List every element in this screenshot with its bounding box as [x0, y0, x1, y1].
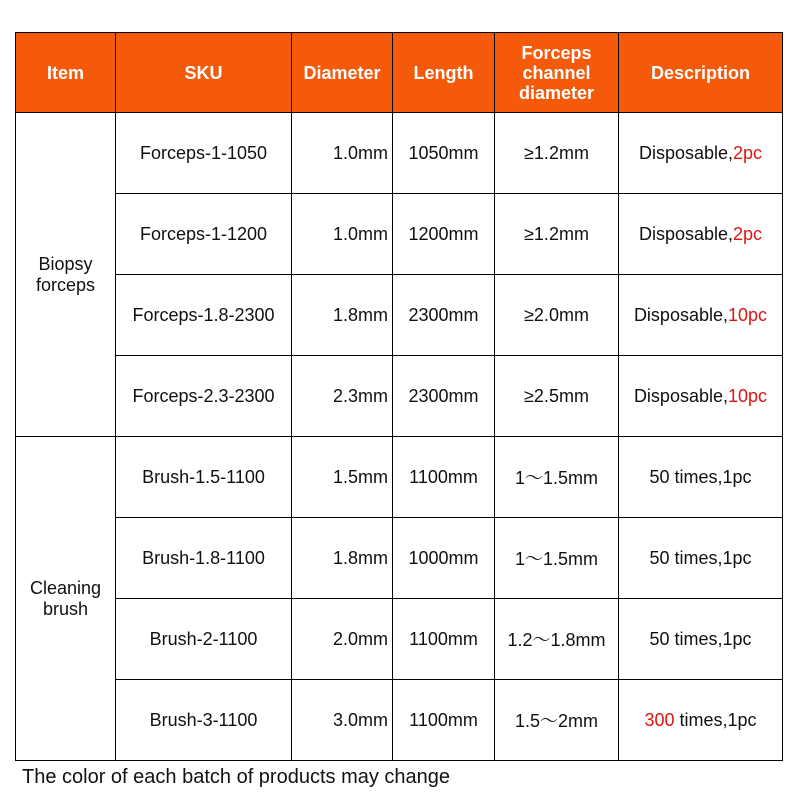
cell-length: 1100mm: [393, 437, 495, 518]
table-row: [16, 437, 783, 518]
table-row: [16, 194, 783, 275]
cell-channel: ≥2.0mm: [495, 275, 619, 356]
cell-sku: Brush-1.8-1100: [116, 518, 292, 599]
cell-sku: Forceps-1-1200: [116, 194, 292, 275]
cell-description: 50 times,1pc: [619, 599, 783, 680]
desc-quantity-highlight: 10pc: [728, 385, 768, 406]
footnote: The color of each batch of products may change: [22, 766, 451, 788]
cell-length: 1000mm: [393, 518, 495, 599]
desc-text: times,1pc: [674, 709, 757, 730]
cell-diameter: 2.3mm: [292, 356, 393, 437]
cell-sku: Forceps-2.3-2300: [116, 356, 292, 437]
cell-diameter: 1.0mm: [292, 194, 393, 275]
cell-channel: 1.5～2mm: [495, 680, 619, 761]
desc-count-highlight: 300: [644, 709, 675, 730]
cell-diameter: 1.8mm: [292, 275, 393, 356]
cell-description: [619, 356, 783, 437]
group-label-line1: Biopsy: [38, 253, 93, 274]
cell-sku: Brush-2-1100: [116, 599, 292, 680]
table-row: [16, 113, 783, 194]
table-row: [16, 599, 783, 680]
cell-diameter: 3.0mm: [292, 680, 393, 761]
cell-channel: 1.2～1.8mm: [495, 599, 619, 680]
cell-channel: 1～1.5mm: [495, 518, 619, 599]
cell-description: 50 times,1pc: [619, 437, 783, 518]
group-label-line1: Cleaning: [29, 577, 102, 598]
desc-quantity-highlight: 2pc: [733, 223, 763, 244]
header-description: Description: [619, 33, 783, 113]
cell-length: 1050mm: [393, 113, 495, 194]
header-channel-line2: channel: [522, 62, 591, 83]
table-row: [16, 275, 783, 356]
cell-sku: Forceps-1.8-2300: [116, 275, 292, 356]
cell-diameter: 1.5mm: [292, 437, 393, 518]
desc-text: Disposable,: [633, 385, 728, 406]
cell-length: 1200mm: [393, 194, 495, 275]
cell-diameter: 1.8mm: [292, 518, 393, 599]
header-channel-line3: diameter: [518, 82, 595, 103]
table-row: [16, 680, 783, 761]
header-channel-line1: Forceps: [521, 42, 592, 63]
header-diameter: Diameter: [292, 33, 393, 113]
cell-length: 2300mm: [393, 275, 495, 356]
cell-sku: Forceps-1-1050: [116, 113, 292, 194]
cell-description: [619, 194, 783, 275]
cell-diameter: 2.0mm: [292, 599, 393, 680]
cell-length: 1100mm: [393, 680, 495, 761]
cell-sku: Brush-1.5-1100: [116, 437, 292, 518]
cell-channel: ≥2.5mm: [495, 356, 619, 437]
desc-text: Disposable,: [638, 223, 734, 244]
cell-length: 2300mm: [393, 356, 495, 437]
cell-description: 50 times,1pc: [619, 518, 783, 599]
header-sku: SKU: [116, 33, 292, 113]
table-row: [16, 356, 783, 437]
cell-length: 1100mm: [393, 599, 495, 680]
desc-quantity-highlight: 2pc: [733, 142, 763, 163]
cell-channel: ≥1.2mm: [495, 194, 619, 275]
group-cleaning-brush: [16, 437, 116, 761]
cell-sku: Brush-3-1100: [116, 680, 292, 761]
cell-description: [619, 113, 783, 194]
header-row: [16, 33, 783, 113]
cell-description: [619, 275, 783, 356]
desc-text: Disposable,: [633, 304, 728, 325]
header-channel-diameter: [495, 33, 619, 113]
group-biopsy-forceps: [16, 113, 116, 437]
group-label-line2: brush: [42, 598, 89, 619]
header-item: Item: [16, 33, 116, 113]
product-spec-table: [15, 32, 783, 761]
cell-description: [619, 680, 783, 761]
group-label-line2: forceps: [35, 274, 96, 295]
table-row: [16, 518, 783, 599]
cell-channel: ≥1.2mm: [495, 113, 619, 194]
desc-text: Disposable,: [638, 142, 734, 163]
cell-channel: 1～1.5mm: [495, 437, 619, 518]
header-length: Length: [393, 33, 495, 113]
cell-diameter: 1.0mm: [292, 113, 393, 194]
desc-quantity-highlight: 10pc: [728, 304, 768, 325]
